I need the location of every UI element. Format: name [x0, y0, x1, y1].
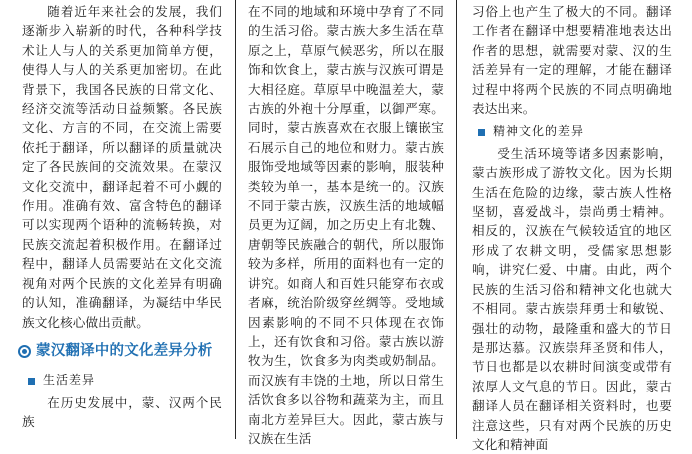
- subheading-spiritual-culture: [478, 122, 672, 141]
- body-paragraph: 受生活环境等诸多因素影响，蒙古族形成了游牧文化。因为长期生活在危险的边缘，蒙古族人性格坚韧，喜爱战斗，崇尚勇士精神。相反的，汉族在气候较适宜的地区形成了农耕文明，受儒家思想影响，讲究仁爱、中庸。由此，两个民族的生活习俗和精神文化也就大不相同。蒙古族崇拜勇士和敏锐、强壮的动物，最隆重和盛大的节日是那达慕。汉族崇拜圣贤和伟人，节日也都是以农耕时间演变或带有浓厚人文气息的节日。因此，蒙古翻译人员在翻译相关资料时，也要注意这些，只有对两个民族的历史文化和精神面: [472, 145, 672, 452]
- text-column-3: [472, 2, 672, 454]
- blue-square-icon: [478, 129, 485, 136]
- subheading-text: 生活差异: [43, 373, 96, 388]
- body-paragraph: 随着近年来社会的发展，我们逐渐步入崭新的时代，各种科学技术让人与人的关系更加简单方便，使得人与人的关系更加密切。在此背景下，我国各民族的日常文化、经济交流等活动日益频繁。各民族文化、方言的不同，在交流上需要依托于翻译，所以翻译的质量就决定了各民族间的交流效果。在蒙汉文化交流中，翻译起着不可小觑的作用。准确有效、富含特色的翻译可以实现两个语种的流畅转换，对民族交流起着积极作用。在翻译过程中，翻译人员需要站在文化交流视角对两个民族的文化差异有明确的认知，准确翻译，为凝结中华民族文化核心做出贡献。: [22, 4, 222, 330]
- section-heading: [18, 342, 222, 361]
- column-divider: [456, 0, 457, 439]
- column-divider: [235, 0, 236, 439]
- body-paragraph: 习俗上也产生了极大的不同。翻译工作者在翻译中想要精准地表达出作者的思想，就需要对蒙、汉的生活差异有一定的理解，才能在翻译过程中将两个民族的不同点明确地表达出来。: [472, 4, 672, 117]
- text-column-2: [248, 2, 444, 448]
- body-paragraph: 在历史发展中，蒙、汉两个民族: [22, 394, 222, 430]
- subheading-life-differences: [28, 371, 222, 390]
- subheading-text: 精神文化的差异: [493, 124, 585, 139]
- blue-square-icon: [28, 378, 35, 385]
- text-column-1: [22, 2, 222, 432]
- body-paragraph: 在不同的地域和环境中孕育了不同的生活习俗。蒙古族大多生活在草原之上，草原气候恶劣，所以在服饰和饮食上，蒙古族与汉族可谓是大相径庭。草原早中晚温差大，蒙古族的外袍十分厚重，以御严寒。同时，蒙古族喜欢在衣服上镶嵌宝石展示自己的地位和财力。蒙古族服饰受地域等因素的影响，服装种类较为单一，基本是统一的。汉族不同于蒙古族，汉族生活的地域幅员更为辽阔，加之历史上有北魏、唐朝等民族融合的朝代，所以服饰较为多样，所用的面料也有一定的讲究。如商人和百姓只能穿布衣或者麻，统治阶级穿丝绸等。受地域因素影响的不同不只体现在衣饰上，还有饮食和习俗。蒙古族以游牧为生，饮食多为肉类或奶制品。而汉族有丰饶的土地，所以日常生活饮食多以谷物和蔬菜为主，而且南北方差异巨大。因此，蒙古族与汉族在生活: [248, 4, 444, 446]
- circle-target-icon: [18, 345, 31, 358]
- section-heading-text: 蒙汉翻译中的文化差异分析: [36, 342, 213, 359]
